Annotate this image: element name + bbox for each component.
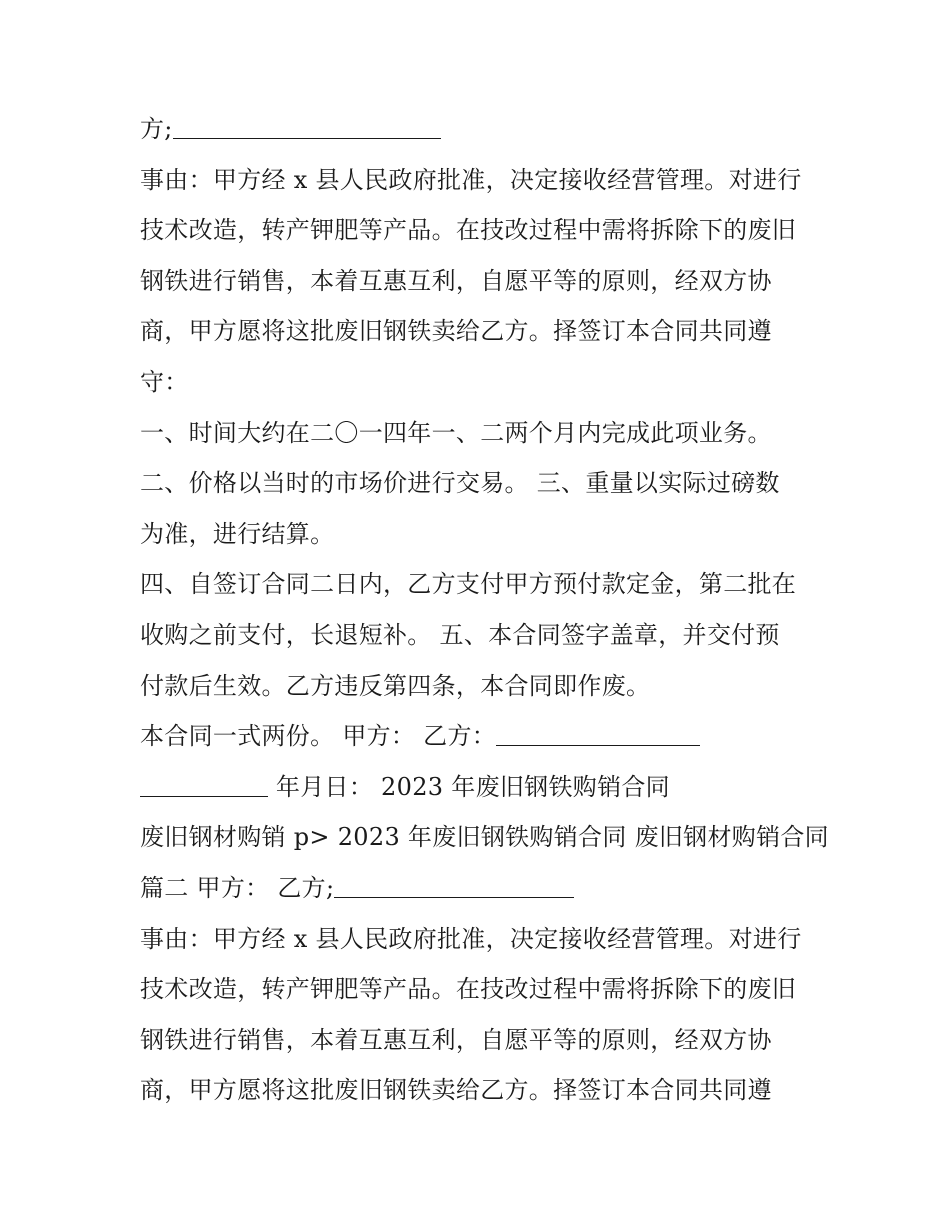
text-line: 付款后生效。乙方违反第四条，本合同即作废。	[140, 671, 651, 700]
text-line: 商，甲方愿将这批废旧钢铁卖给乙方。择签订本合同共同遵	[140, 317, 772, 346]
text-line: 商，甲方愿将这批废旧钢铁卖给乙方。择签订本合同共同遵	[140, 1076, 772, 1105]
text-line: 二、价格以当时的市场价进行交易。 三、重量以实际过磅数	[140, 469, 780, 498]
text-line: 收购之前支付，长退短补。 五、本合同签字盖章，并交付预	[140, 620, 780, 649]
line-text: 篇二 甲方： 乙方;	[140, 873, 335, 902]
text-line: 事由：甲方经 x 县人民政府批准，决定接收经营管理。对进行	[140, 924, 802, 953]
text-line: 为准，进行结算。	[140, 519, 335, 548]
line-text: 本合同一式两份。 甲方： 乙方：	[140, 722, 497, 751]
text-line: 事由：甲方经 x 县人民政府批准，决定接收经营管理。对进行	[140, 165, 802, 194]
text-line	[140, 762, 820, 813]
fill-in-blank	[173, 116, 441, 139]
text-line: 钢铁进行销售，本着互惠互利，自愿平等的原则，经双方协	[140, 1025, 772, 1054]
text-line: 技术改造，转产钾肥等产品。在技改过程中需将拆除下的废旧	[140, 975, 797, 1004]
text-line	[140, 104, 820, 155]
fill-in-blank	[140, 774, 268, 797]
text-line	[140, 711, 820, 762]
text-line	[140, 863, 820, 914]
document-body	[140, 104, 829, 1116]
text-line: 一、时间大约在二〇一四年一、二两个月内完成此项业务。	[140, 418, 772, 447]
text-line: 技术改造，转产钾肥等产品。在技改过程中需将拆除下的废旧	[140, 216, 797, 245]
fill-in-blank	[496, 723, 700, 746]
text-line: 钢铁进行销售，本着互惠互利，自愿平等的原则，经双方协	[140, 266, 772, 295]
text-line: 守：	[140, 367, 189, 396]
text-line: 四、自签订合同二日内，乙方支付甲方预付款定金，第二批在	[140, 570, 797, 599]
line-text: 年月日： 2023 年废旧钢铁购销合同	[268, 772, 670, 801]
fill-in-blank	[334, 875, 574, 898]
line-text: 方;	[140, 115, 173, 143]
text-line: 废旧钢材购销 p> 2023 年废旧钢铁购销合同 废旧钢材购销合同	[140, 823, 829, 852]
